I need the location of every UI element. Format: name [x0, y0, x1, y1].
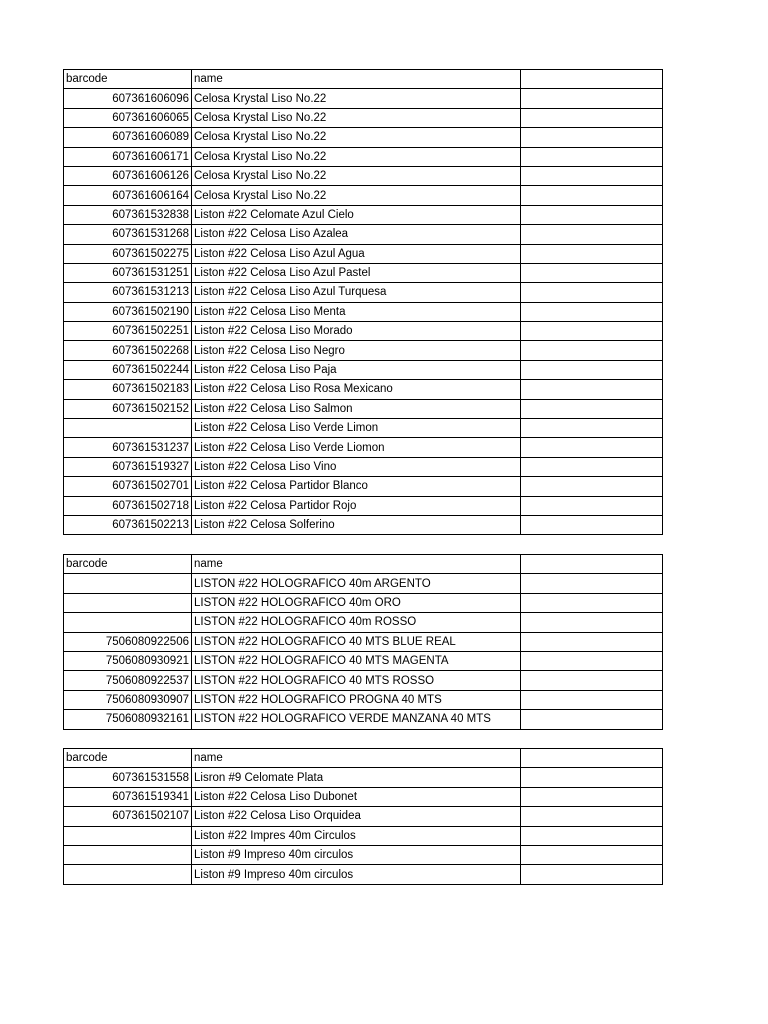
blank-cell	[521, 341, 663, 360]
barcode-cell: 7506080930907	[64, 690, 192, 709]
barcode-cell	[64, 865, 192, 884]
name-cell: Liston #22 Celosa Liso Negro	[192, 341, 521, 360]
name-cell: LISTON #22 HOLOGRAFICO 40 MTS MAGENTA	[192, 651, 521, 670]
name-cell: Liston #22 Celosa Liso Rosa Mexicano	[192, 380, 521, 399]
table-row	[64, 515, 663, 534]
name-cell: LISTON #22 HOLOGRAFICO 40m ARGENTO	[192, 574, 521, 593]
name-header: name	[192, 70, 521, 89]
table-row	[64, 477, 663, 496]
barcode-cell: 607361531251	[64, 263, 192, 282]
blank-cell	[521, 826, 663, 845]
name-cell: Liston #22 Celosa Liso Salmon	[192, 399, 521, 418]
header-row	[64, 70, 663, 89]
table-row	[64, 865, 663, 884]
name-cell: Liston #9 Impreso 40m circulos	[192, 865, 521, 884]
barcode-cell	[64, 419, 192, 438]
barcode-cell: 607361519327	[64, 457, 192, 476]
product-table-3	[63, 748, 663, 885]
blank-cell	[521, 302, 663, 321]
barcode-cell: 607361502183	[64, 380, 192, 399]
product-table-1	[63, 69, 663, 535]
name-cell: Liston #22 Celosa Liso Orquidea	[192, 807, 521, 826]
table-row	[64, 322, 663, 341]
barcode-header: barcode	[64, 70, 192, 89]
name-cell: Liston #22 Celosa Partidor Rojo	[192, 496, 521, 515]
barcode-cell: 607361502718	[64, 496, 192, 515]
barcode-cell: 607361502268	[64, 341, 192, 360]
name-cell: Liston #22 Celosa Liso Azul Pastel	[192, 263, 521, 282]
header-row	[64, 555, 663, 574]
table-row	[64, 457, 663, 476]
table-row	[64, 826, 663, 845]
barcode-cell: 607361502152	[64, 399, 192, 418]
name-cell: Liston #22 Impres 40m Circulos	[192, 826, 521, 845]
table-row	[64, 147, 663, 166]
blank-cell	[521, 205, 663, 224]
barcode-cell: 607361606164	[64, 186, 192, 205]
name-cell: Liston #22 Celosa Liso Azul Turquesa	[192, 283, 521, 302]
name-cell: Liston #22 Celosa Liso Azalea	[192, 225, 521, 244]
barcode-cell: 7506080932161	[64, 710, 192, 729]
blank-cell	[521, 128, 663, 147]
blank-cell	[521, 438, 663, 457]
barcode-cell: 7506080930921	[64, 651, 192, 670]
blank-cell	[521, 419, 663, 438]
table-row	[64, 651, 663, 670]
blank-cell	[521, 283, 663, 302]
name-cell: LISTON #22 HOLOGRAFICO 40m ROSSO	[192, 613, 521, 632]
name-cell: Liston #22 Celosa Solferino	[192, 515, 521, 534]
table-row	[64, 380, 663, 399]
blank-cell	[521, 671, 663, 690]
barcode-cell: 607361606096	[64, 89, 192, 108]
barcode-cell	[64, 845, 192, 864]
barcode-cell	[64, 574, 192, 593]
blank-cell	[521, 787, 663, 806]
table-row	[64, 690, 663, 709]
table-row	[64, 225, 663, 244]
name-cell: Celosa Krystal Liso No.22	[192, 128, 521, 147]
blank-cell	[521, 515, 663, 534]
name-cell: Liston #22 Celosa Liso Morado	[192, 322, 521, 341]
barcode-cell: 607361606089	[64, 128, 192, 147]
barcode-cell: 7506080922506	[64, 632, 192, 651]
table-row	[64, 186, 663, 205]
name-cell: Celosa Krystal Liso No.22	[192, 186, 521, 205]
blank-cell	[521, 807, 663, 826]
blank-cell	[521, 244, 663, 263]
table-row	[64, 613, 663, 632]
table-row	[64, 496, 663, 515]
barcode-cell: 607361606065	[64, 108, 192, 127]
blank-header	[521, 749, 663, 768]
barcode-cell: 607361606171	[64, 147, 192, 166]
name-cell: Liston #9 Impreso 40m circulos	[192, 845, 521, 864]
blank-cell	[521, 496, 663, 515]
blank-cell	[521, 225, 663, 244]
blank-cell	[521, 360, 663, 379]
barcode-cell: 607361502251	[64, 322, 192, 341]
blank-cell	[521, 322, 663, 341]
blank-cell	[521, 613, 663, 632]
name-cell: Liston #22 Celosa Partidor Blanco	[192, 477, 521, 496]
table-row	[64, 263, 663, 282]
blank-cell	[521, 457, 663, 476]
barcode-cell	[64, 593, 192, 612]
name-header: name	[192, 555, 521, 574]
name-cell: Celosa Krystal Liso No.22	[192, 108, 521, 127]
name-cell: Liston #22 Celosa Liso Menta	[192, 302, 521, 321]
table-row	[64, 341, 663, 360]
table-row	[64, 632, 663, 651]
blank-cell	[521, 477, 663, 496]
table-row	[64, 438, 663, 457]
name-cell: LISTON #22 HOLOGRAFICO 40m ORO	[192, 593, 521, 612]
barcode-cell: 607361531237	[64, 438, 192, 457]
blank-cell	[521, 690, 663, 709]
blank-cell	[521, 651, 663, 670]
blank-cell	[521, 89, 663, 108]
table-row	[64, 845, 663, 864]
name-header: name	[192, 749, 521, 768]
table-row	[64, 399, 663, 418]
table-row	[64, 302, 663, 321]
name-cell: Liston #22 Celosa Liso Vino	[192, 457, 521, 476]
blank-header	[521, 70, 663, 89]
name-cell: Celosa Krystal Liso No.22	[192, 147, 521, 166]
name-cell: Liston #22 Celosa Liso Dubonet	[192, 787, 521, 806]
blank-cell	[521, 574, 663, 593]
barcode-cell	[64, 826, 192, 845]
table-row	[64, 89, 663, 108]
table-row	[64, 574, 663, 593]
name-cell: Liston #22 Celosa Liso Verde Liomon	[192, 438, 521, 457]
blank-cell	[521, 380, 663, 399]
table-row	[64, 419, 663, 438]
table-row	[64, 360, 663, 379]
table-row	[64, 807, 663, 826]
blank-cell	[521, 845, 663, 864]
blank-cell	[521, 147, 663, 166]
blank-cell	[521, 186, 663, 205]
table-row	[64, 710, 663, 729]
barcode-cell	[64, 613, 192, 632]
table-row	[64, 244, 663, 263]
name-cell: LISTON #22 HOLOGRAFICO 40 MTS BLUE REAL	[192, 632, 521, 651]
barcode-cell: 7506080922537	[64, 671, 192, 690]
product-table-2	[63, 554, 663, 730]
barcode-header: barcode	[64, 555, 192, 574]
name-cell: Celosa Krystal Liso No.22	[192, 89, 521, 108]
barcode-header: barcode	[64, 749, 192, 768]
header-row	[64, 749, 663, 768]
table-row	[64, 593, 663, 612]
barcode-cell: 607361532838	[64, 205, 192, 224]
barcode-cell: 607361531558	[64, 768, 192, 787]
table-row	[64, 108, 663, 127]
barcode-cell: 607361502107	[64, 807, 192, 826]
barcode-cell: 607361519341	[64, 787, 192, 806]
barcode-cell: 607361502701	[64, 477, 192, 496]
name-cell: LISTON #22 HOLOGRAFICO 40 MTS ROSSO	[192, 671, 521, 690]
table-row	[64, 205, 663, 224]
blank-cell	[521, 768, 663, 787]
name-cell: Liston #22 Celosa Liso Verde Limon	[192, 419, 521, 438]
blank-cell	[521, 710, 663, 729]
name-cell: Liston #22 Celosa Liso Paja	[192, 360, 521, 379]
blank-cell	[521, 263, 663, 282]
blank-cell	[521, 632, 663, 651]
blank-cell	[521, 166, 663, 185]
name-cell: LISTON #22 HOLOGRAFICO VERDE MANZANA 40 MTS	[192, 710, 521, 729]
barcode-cell: 607361606126	[64, 166, 192, 185]
barcode-cell: 607361502213	[64, 515, 192, 534]
barcode-cell: 607361502244	[64, 360, 192, 379]
name-cell: Celosa Krystal Liso No.22	[192, 166, 521, 185]
barcode-cell: 607361502275	[64, 244, 192, 263]
table-row	[64, 128, 663, 147]
blank-cell	[521, 108, 663, 127]
name-cell: Liston #22 Celomate Azul Cielo	[192, 205, 521, 224]
barcode-cell: 607361502190	[64, 302, 192, 321]
table-row	[64, 787, 663, 806]
table-row	[64, 283, 663, 302]
barcode-cell: 607361531213	[64, 283, 192, 302]
name-cell: Lisron #9 Celomate Plata	[192, 768, 521, 787]
blank-cell	[521, 593, 663, 612]
blank-cell	[521, 865, 663, 884]
table-row	[64, 166, 663, 185]
blank-header	[521, 555, 663, 574]
table-row	[64, 768, 663, 787]
name-cell: LISTON #22 HOLOGRAFICO PROGNA 40 MTS	[192, 690, 521, 709]
name-cell: Liston #22 Celosa Liso Azul Agua	[192, 244, 521, 263]
blank-cell	[521, 399, 663, 418]
table-row	[64, 671, 663, 690]
barcode-cell: 607361531268	[64, 225, 192, 244]
